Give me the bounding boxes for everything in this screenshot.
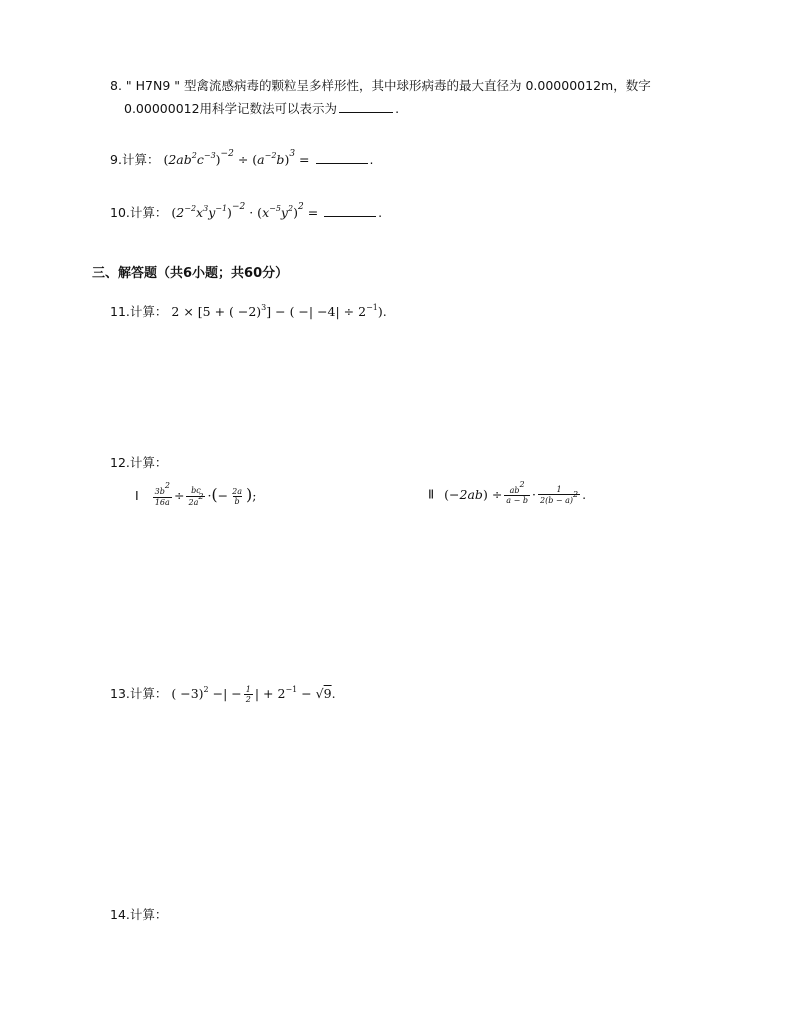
question-9-formula: $(2ab^2c^{-3})^{-2} \div (a^{-2}b)^3$ = — [163, 149, 310, 167]
question-12-number: 12. — [110, 455, 130, 470]
question-12-part-1-formula: $\frac{3b^2}{16a}$ ÷ $\frac{bc}{2a^2}$ ·(− $\frac{2a}{b}$ ); — [154, 481, 257, 507]
question-9-number: 9. — [110, 152, 122, 167]
question-8-text: 0.00000012用科学记数法可以表示为 — [124, 101, 338, 116]
question-11-formula: 2 × [5 + ( −2)$^3$] − ( −| $-4| \div 2^{-1}$). — [171, 303, 387, 319]
question-13-formula: ( −3)$^2$ −| − $\frac{1}{2}$ | + $2^{-1} - √9$. — [171, 684, 336, 704]
question-11 — [110, 302, 387, 320]
section-3-heading: 三、解答题（共6小题；共60分） — [92, 266, 289, 281]
question-12-part-2-formula: (−2ab) ÷ $\frac{ab^2}{a - b}$ · $\frac{1}{2(b - a)^2}$ . — [444, 480, 587, 506]
question-8-line2: 0.00000012用科学记数法可以表示为 . — [124, 101, 400, 116]
question-10-number: 10. — [110, 205, 130, 220]
question-13-label: 计算： — [129, 686, 168, 701]
question-11-number: 11. — [110, 304, 130, 319]
question-13 — [110, 684, 336, 704]
question-10-formula: $(2^{-2}x^3y^{-1})^{-2} \cdot (x^{-5}y^2)^2$ = — [171, 202, 319, 220]
question-10: 10.计算： $(2^{-2}x^3y^{-1})^{-2} \cdot (x^{-5}y^2)^2$ = . — [110, 202, 383, 220]
question-9-label: 计算： — [121, 152, 160, 167]
question-10-label: 计算： — [129, 205, 168, 220]
question-8-line1: " H7N9 " 型禽流感病毒的颗粒呈多样形性，其中球形病毒的最大直径为 0.00000012m，数字 — [125, 78, 651, 93]
answer-blank-9[interactable] — [316, 151, 368, 164]
question-14-label: 计算： — [129, 907, 168, 922]
part-1-marker: Ⅰ — [135, 488, 139, 503]
question-12-part-2 — [428, 480, 587, 506]
question-12 — [110, 453, 167, 471]
question-14-number: 14. — [110, 907, 130, 922]
answer-blank-8[interactable] — [339, 100, 393, 113]
question-8-number: 8. — [110, 78, 122, 93]
question-13-number: 13. — [110, 686, 130, 701]
question-9: 9.计算： $(2ab^2c^{-3})^{-2} \div (a^{-2}b)^3$ = . — [110, 149, 374, 167]
question-8 — [110, 76, 651, 94]
answer-blank-10[interactable] — [324, 204, 376, 217]
question-12-part-1 — [135, 481, 257, 507]
question-11-label: 计算： — [129, 304, 168, 319]
question-14 — [110, 905, 167, 923]
question-12-label: 计算： — [129, 455, 168, 470]
part-2-marker: Ⅱ — [428, 486, 435, 502]
